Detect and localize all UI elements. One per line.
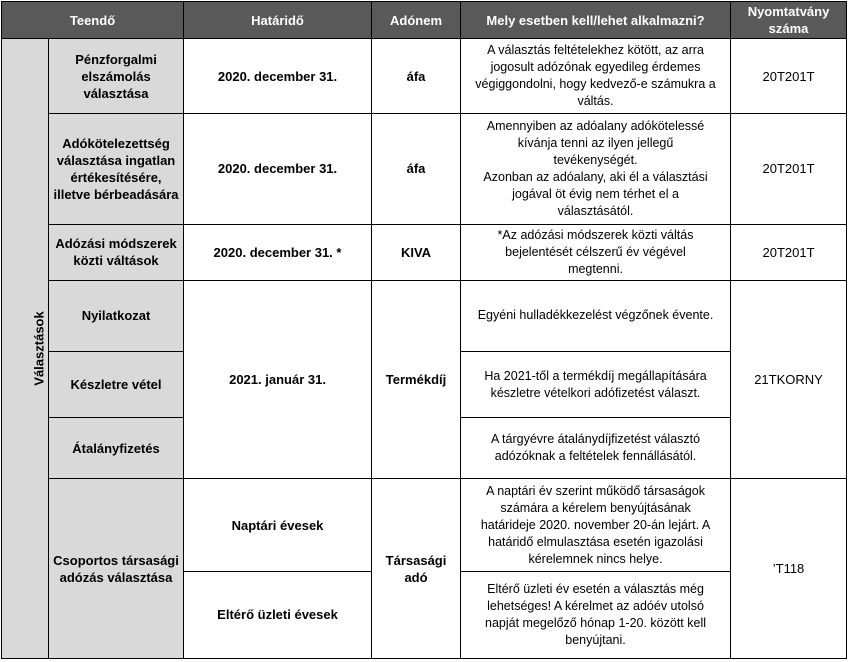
mely-line: A választás feltételekhez kötött, az arra	[487, 43, 704, 58]
mely-line: benyújtani.	[565, 632, 626, 647]
mely-line: megtenni.	[568, 261, 623, 276]
adonem-cell: áfa	[372, 114, 461, 224]
mely-line: számára a kérelem benyújtásának	[500, 500, 691, 515]
header-teendo: Teendő	[2, 2, 184, 39]
side-label-cell	[2, 39, 49, 659]
table-row	[2, 280, 847, 351]
mely-line: kívánja tenni az ilyen jellegű	[517, 135, 674, 150]
mely-cell	[461, 352, 731, 418]
mely-cell	[461, 114, 731, 224]
hatarido-cell: 2020. december 31. *	[184, 224, 372, 280]
teendo-cell: Nyilatkozat	[49, 280, 184, 351]
hatarido-cell: Eltérő üzleti évesek	[184, 571, 372, 658]
nyomtatvany-cell: 20T201T	[731, 39, 847, 114]
mely-line: határidő elmulasztása esetén igazolási	[488, 534, 703, 549]
hatarido-cell: 2021. január 31.	[184, 280, 372, 479]
table-row	[2, 224, 847, 280]
mely-line: Amennyiben az adóalany adókötelessé	[486, 118, 705, 133]
header-hatarido: Határidő	[184, 2, 372, 39]
mely-line: *Az adózási módszerek közti váltás	[497, 227, 694, 242]
nyomtatvany-cell: 20T201T	[731, 224, 847, 280]
mely-cell	[461, 39, 731, 114]
mely-line: végiggondolni, hogy kedvező-e számukra a	[475, 77, 716, 92]
mely-line: adózóknak a feltételek fennállásától.	[494, 449, 697, 464]
mely-line: választásától.	[557, 203, 634, 218]
mely-cell	[461, 571, 731, 658]
mely-line: jogosult adózónak egyedileg érdemes	[490, 60, 701, 75]
nyomtatvany-cell: 21TKORNY	[731, 280, 847, 479]
header-row	[2, 2, 847, 39]
teendo-cell: Adózási módszerek közti váltások	[49, 224, 184, 280]
mely-cell	[461, 479, 731, 571]
nyomtatvany-cell: ’T118	[731, 479, 847, 659]
hatarido-cell: 2020. december 31.	[184, 39, 372, 114]
mely-line: készletre vételkori adófizetést választ.	[490, 385, 701, 400]
mely-line: határideje 2020. november 20-án lejárt. A	[480, 517, 711, 532]
teendo-cell: Csoportos társasági adózás választása	[49, 479, 184, 659]
mely-line: Azonban az adóalany, aki él a választási	[483, 169, 708, 184]
mely-line: napját megelőző hónap 1-20. között kell	[485, 615, 706, 630]
side-label: Választások	[31, 311, 47, 386]
teendo-cell: Készletre vétel	[49, 352, 184, 418]
adonem-cell: Társasági adó	[372, 479, 461, 659]
header-nyomtatvany: Nyomtatvány száma	[731, 2, 847, 39]
mely-line: Ha 2021-től a termékdíj megállapítására	[484, 368, 707, 383]
table-row	[2, 39, 847, 114]
mely-cell	[461, 280, 731, 351]
choices-table	[1, 1, 847, 659]
mely-cell	[461, 418, 731, 479]
adonem-cell: áfa	[372, 39, 461, 114]
adonem-cell: KIVA	[372, 224, 461, 280]
mely-line: lehetséges! A kérelmet az adóév utolsó	[487, 598, 704, 613]
mely-line: A naptári év szerint működő társaságok	[486, 483, 705, 498]
table-row	[2, 479, 847, 571]
adonem-cell: Termékdíj	[372, 280, 461, 479]
hatarido-cell: 2020. december 31.	[184, 114, 372, 224]
teendo-cell: Átalányfizetés	[49, 418, 184, 479]
header-adonem: Adónem	[372, 2, 461, 39]
header-mely: Mely esetben kell/lehet alkalmazni?	[461, 2, 731, 39]
mely-line: tevékenységét.	[553, 152, 638, 167]
mely-line: kérelemnek nincs helye.	[528, 551, 663, 566]
mely-cell	[461, 224, 731, 280]
mely-line: Eltérő üzleti év esetén a választás még	[487, 581, 704, 596]
hatarido-cell: Naptári évesek	[184, 479, 372, 571]
nyomtatvany-cell: 20T201T	[731, 114, 847, 224]
mely-line: A tárgyévre átalánydíjfizetést választó	[490, 432, 701, 447]
teendo-cell: Pénzforgalmi elszámolás választása	[49, 39, 184, 114]
table-row	[2, 114, 847, 224]
mely-line: Egyéni hulladékkezelést végzőnek évente.	[477, 308, 714, 323]
teendo-cell: Adókötelezettség választása ingatlan értékesítésére, illetve bérbeadására	[49, 114, 184, 224]
mely-line: jogával öt évig nem térhet el a	[512, 186, 679, 201]
mely-line: bejelentését célszerű év végével	[505, 244, 686, 259]
mely-line: váltás.	[577, 94, 614, 109]
